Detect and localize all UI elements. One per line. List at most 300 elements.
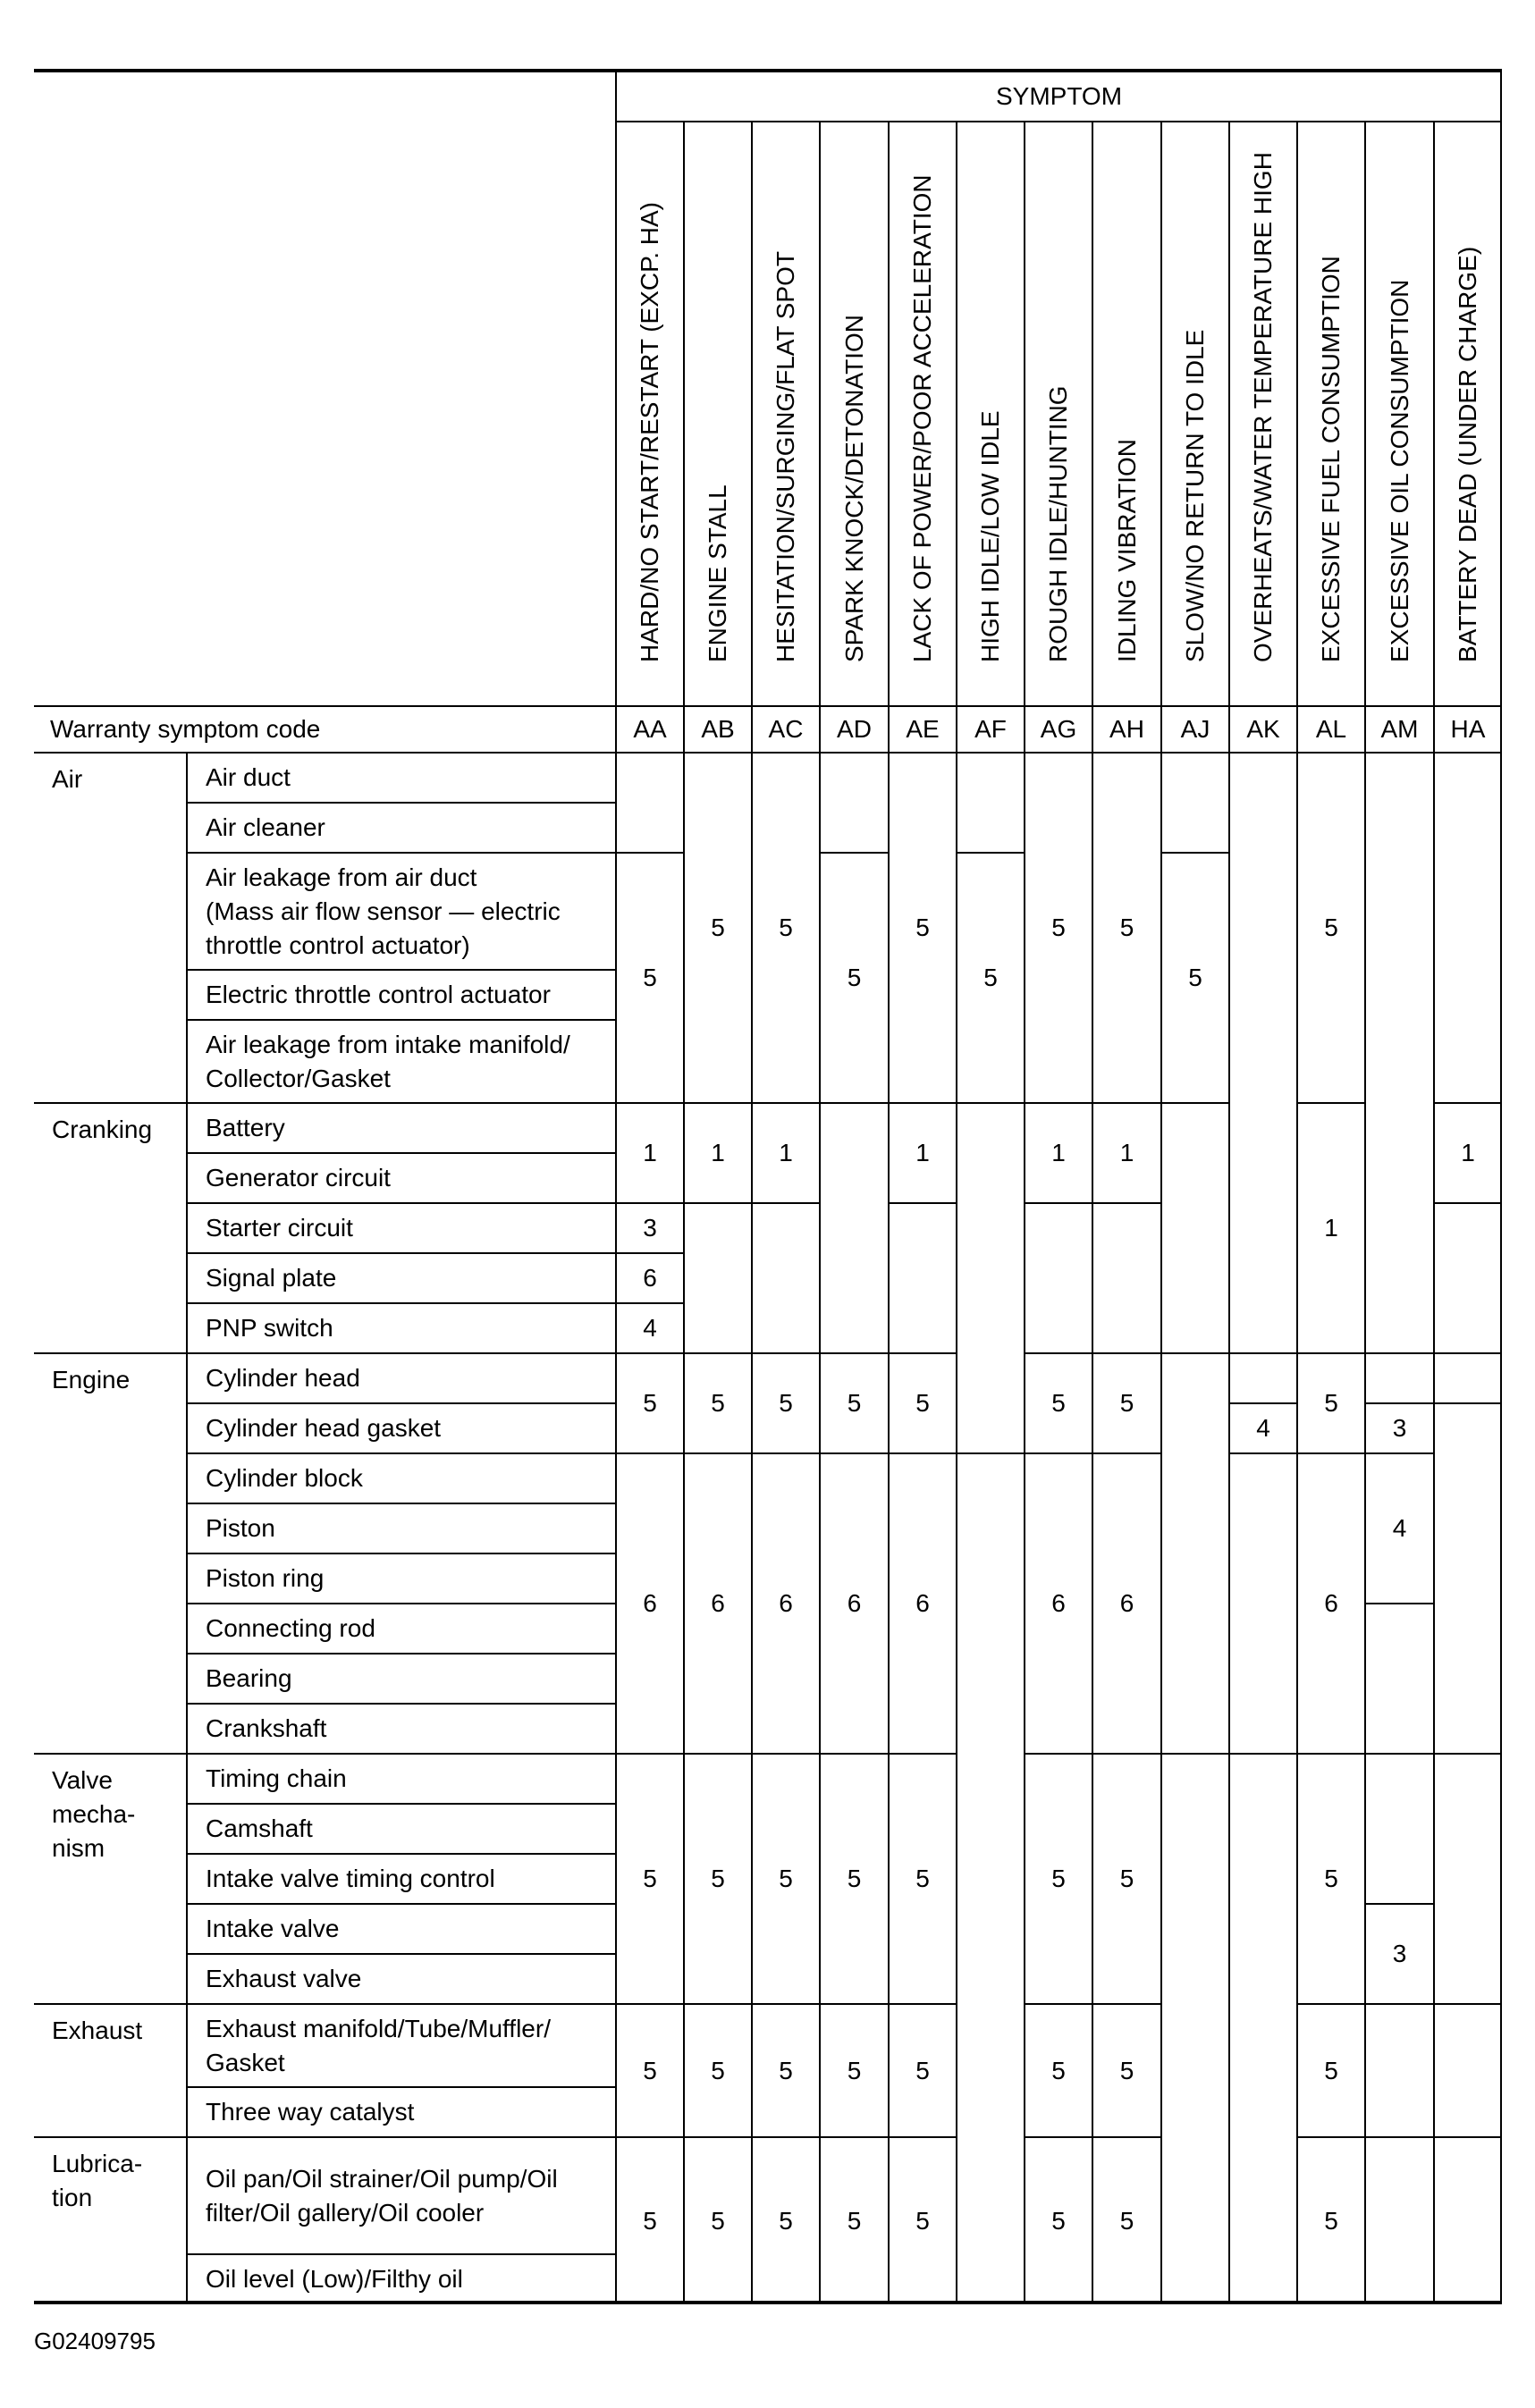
item-text: (Mass air flow sensor — electric <box>206 897 561 925</box>
item-cell <box>186 2253 615 2303</box>
item-text: Connecting rod <box>206 1614 375 1642</box>
item-cell <box>186 1352 615 1402</box>
symptom-header-label: SYMPTOM <box>995 82 1123 110</box>
matrix-cell <box>888 2003 956 2136</box>
column-header <box>1024 121 1092 705</box>
category-cell <box>34 2136 186 2303</box>
cell-value: 1 <box>711 1139 725 1166</box>
column-title: IDLING VIBRATION <box>1112 439 1141 662</box>
item-cell <box>186 1252 615 1302</box>
warranty-code-text: AK <box>1246 715 1280 743</box>
matrix-cell <box>615 1302 683 1352</box>
item-cell <box>186 1703 615 1753</box>
category-label: Cranking <box>52 1116 153 1143</box>
item-cell <box>186 1753 615 1803</box>
warranty-code <box>1160 705 1228 752</box>
column-header <box>1296 121 1364 705</box>
warranty-code <box>751 705 819 752</box>
category-cell <box>34 1352 186 1753</box>
column-header <box>1228 121 1296 705</box>
item-text: Signal plate <box>206 1264 337 1292</box>
item-text: Cylinder head <box>206 1364 360 1392</box>
matrix-cell <box>683 1452 751 1753</box>
cell-value: 5 <box>915 2056 930 2084</box>
matrix-cell <box>956 752 1024 852</box>
cell-value: 6 <box>1324 1589 1338 1617</box>
item-text: Three way catalyst <box>206 2098 415 2126</box>
item-label <box>206 1912 339 1946</box>
warranty-code <box>1024 705 1092 752</box>
cell-value: 5 <box>1051 914 1066 941</box>
item-text: Camshaft <box>206 1814 313 1842</box>
cell-value: 5 <box>915 1865 930 1892</box>
matrix-cell <box>751 1102 819 1202</box>
matrix-cell <box>615 1452 683 1753</box>
cell-value: 5 <box>1119 1389 1134 1417</box>
item-cell <box>186 1853 615 1903</box>
matrix-cell <box>1433 2136 1501 2303</box>
column-title: ENGINE STALL <box>704 484 731 662</box>
matrix-cell <box>1433 1753 1501 2003</box>
item-label <box>206 2012 551 2080</box>
cell-value: 6 <box>779 1589 793 1617</box>
item-text: Intake valve <box>206 1915 340 1942</box>
item-text: Electric throttle control actuator <box>206 981 551 1008</box>
item-text: Gasket <box>206 2048 285 2076</box>
matrix-cell <box>1228 1352 1296 1402</box>
item-cell <box>186 1402 615 1452</box>
matrix-cell <box>888 1102 956 1202</box>
item-cell <box>186 1302 615 1352</box>
warranty-code-text: AM <box>1380 715 1419 743</box>
warranty-code-text: AF <box>974 715 1007 743</box>
matrix-cell <box>819 1102 888 1352</box>
warranty-code-text: AC <box>768 715 804 743</box>
matrix-cell <box>1092 2136 1160 2303</box>
matrix-cell <box>751 2136 819 2303</box>
cell-value: 6 <box>711 1589 725 1617</box>
matrix-cell <box>1296 752 1364 1102</box>
matrix-cell <box>1296 1452 1364 1753</box>
category-label: Valve <box>52 1766 113 1794</box>
cell-value: 5 <box>915 914 930 941</box>
item-cell <box>186 1152 615 1202</box>
matrix-cell <box>1228 1452 1296 1753</box>
item-text: Oil pan/Oil strainer/Oil pump/Oil <box>206 2164 558 2193</box>
cell-value: 5 <box>643 1865 657 1892</box>
matrix-cell <box>1296 1102 1364 1352</box>
matrix-cell <box>956 852 1024 1102</box>
cell-value: 5 <box>1051 1389 1066 1417</box>
matrix-cell <box>615 2136 683 2303</box>
item-text: Cylinder head gasket <box>206 1414 442 1442</box>
category-label: nism <box>52 1834 105 1862</box>
matrix-cell <box>751 1202 819 1352</box>
column-header <box>615 121 683 705</box>
matrix-cell <box>888 752 956 1102</box>
matrix-cell <box>1092 1753 1160 2003</box>
category-cell <box>34 1102 186 1352</box>
matrix-cell <box>683 1352 751 1452</box>
matrix-cell <box>751 1352 819 1452</box>
column-title: EXCESSIVE OIL CONSUMPTION <box>1385 279 1413 662</box>
cell-value: 1 <box>643 1139 657 1166</box>
item-text: Exhaust valve <box>206 1965 362 1992</box>
matrix-cell <box>1092 1102 1160 1202</box>
cell-value: 5 <box>1051 2056 1066 2084</box>
category-label: Lubrica- <box>52 2150 143 2177</box>
cell-value: 6 <box>643 1589 657 1617</box>
cell-value: 5 <box>1324 2056 1338 2084</box>
cell-value: 5 <box>1051 1865 1066 1892</box>
column-header <box>1364 121 1433 705</box>
warranty-code <box>888 705 956 752</box>
item-cell <box>186 1603 615 1653</box>
item-label <box>206 1311 333 1345</box>
column-title: LACK OF POWER/POOR ACCELERATION <box>908 174 936 662</box>
matrix-cell <box>615 2003 683 2136</box>
matrix-cell <box>888 2136 956 2303</box>
matrix-cell <box>1092 1352 1160 1452</box>
item-label <box>206 2162 558 2230</box>
item-label <box>206 1028 570 1096</box>
item-label <box>206 1712 326 1746</box>
matrix-cell <box>1228 1753 1296 2303</box>
item-cell <box>186 1102 615 1152</box>
cell-value: 5 <box>711 914 725 941</box>
category-label: Engine <box>52 1366 131 1393</box>
matrix-cell <box>1364 1903 1433 2003</box>
item-text: Piston ring <box>206 1564 325 1592</box>
matrix-cell <box>683 752 751 1102</box>
cell-value: 5 <box>1324 914 1338 941</box>
item-label <box>206 1812 313 1846</box>
column-title: HESITATION/SURGING/FLAT SPOT <box>772 251 799 662</box>
cell-value: 5 <box>847 1865 862 1892</box>
cell-value: 6 <box>1051 1589 1066 1617</box>
warranty-code-text: HA <box>1450 715 1486 743</box>
item-label <box>206 811 325 845</box>
matrix-cell <box>1364 1352 1433 1402</box>
cell-value: 5 <box>1324 1389 1338 1417</box>
matrix-cell <box>1160 1102 1228 1352</box>
warranty-code-text: AJ <box>1180 715 1210 743</box>
item-label <box>206 1261 336 1295</box>
figure-code: G02409795 <box>34 2328 156 2354</box>
item-cell <box>186 752 615 802</box>
matrix-cell <box>956 1452 1024 2303</box>
matrix-cell <box>615 1252 683 1302</box>
column-header <box>683 121 751 705</box>
item-label <box>206 1211 353 1245</box>
warranty-code <box>1092 705 1160 752</box>
column-title: SLOW/NO RETURN TO IDLE <box>1181 329 1209 662</box>
matrix-cell <box>819 852 888 1102</box>
matrix-cell <box>888 1202 956 1352</box>
cell-value: 1 <box>1119 1139 1134 1166</box>
item-text: Generator circuit <box>206 1164 391 1191</box>
item-label <box>206 1111 285 1145</box>
item-text: Crankshaft <box>206 1714 327 1742</box>
cell-value: 5 <box>779 2056 793 2084</box>
cell-value: 6 <box>915 1589 930 1617</box>
matrix-cell <box>751 2003 819 2136</box>
matrix-cell <box>1160 1753 1228 2303</box>
cell-value: 5 <box>779 2206 793 2235</box>
cell-value: 1 <box>779 1139 793 1166</box>
cell-value: 5 <box>1119 1865 1134 1892</box>
item-text: Air leakage from air duct <box>206 863 477 891</box>
cell-value: 5 <box>711 2056 725 2084</box>
warranty-code <box>1433 705 1501 752</box>
cell-value: 5 <box>711 2206 725 2235</box>
matrix-cell <box>819 1352 888 1452</box>
matrix-cell <box>1296 2136 1364 2303</box>
cell-value: 5 <box>643 1389 657 1417</box>
matrix-cell <box>1296 2003 1364 2136</box>
column-title: OVERHEATS/WATER TEMPERATURE HIGH <box>1249 152 1277 662</box>
warranty-code-text: AH <box>1109 715 1144 743</box>
category-cell <box>34 2003 186 2136</box>
item-cell <box>186 2003 615 2086</box>
matrix-cell <box>1364 1402 1433 1452</box>
item-text: Exhaust manifold/Tube/Muffler/ <box>206 2014 551 2042</box>
warranty-code-label <box>34 705 615 752</box>
column-title: HIGH IDLE/LOW IDLE <box>976 410 1004 662</box>
matrix-cell <box>615 1202 683 1252</box>
item-label <box>206 2095 414 2129</box>
matrix-cell <box>751 1452 819 1753</box>
cell-value: 5 <box>847 964 862 991</box>
matrix-cell <box>751 752 819 1102</box>
matrix-cell <box>683 1753 751 2003</box>
column-title: EXCESSIVE FUEL CONSUMPTION <box>1317 256 1345 662</box>
item-label <box>206 1461 363 1495</box>
item-cell <box>186 1503 615 1553</box>
warranty-code-text: AB <box>701 715 735 743</box>
matrix-cell <box>1160 1352 1228 1753</box>
cell-value: 3 <box>1392 1414 1407 1442</box>
cell-value: 1 <box>1461 1139 1475 1166</box>
cell-value: 3 <box>1392 1940 1407 1967</box>
item-cell <box>186 1903 615 1953</box>
item-cell <box>186 1452 615 1503</box>
category-label: Air <box>52 765 83 793</box>
column-header <box>1092 121 1160 705</box>
item-cell <box>186 1019 615 1102</box>
warranty-code <box>956 705 1024 752</box>
cell-value: 1 <box>1051 1139 1066 1166</box>
matrix-cell <box>1228 1402 1296 1452</box>
item-text: Bearing <box>206 1664 292 1692</box>
matrix-cell <box>819 1452 888 1753</box>
cell-value: 4 <box>643 1314 657 1342</box>
cell-value: 5 <box>847 2206 862 2235</box>
item-text: throttle control actuator) <box>206 930 470 959</box>
matrix-cell <box>956 1102 1024 1452</box>
item-label <box>206 861 561 963</box>
matrix-cell <box>1364 1603 1433 1753</box>
item-label <box>206 978 551 1012</box>
category-label: tion <box>52 2184 93 2211</box>
item-label <box>206 1361 360 1395</box>
matrix-cell <box>1092 752 1160 1102</box>
matrix-cell <box>1433 1402 1501 1753</box>
cell-value: 5 <box>983 964 998 991</box>
cell-value: 3 <box>643 1214 657 1242</box>
item-cell <box>186 1553 615 1603</box>
cell-value: 4 <box>1256 1414 1270 1442</box>
matrix-cell <box>1160 852 1228 1102</box>
item-cell <box>186 802 615 852</box>
item-label <box>206 761 291 795</box>
warranty-code <box>1228 705 1296 752</box>
matrix-cell <box>1024 2136 1092 2303</box>
item-text: Air leakage from intake manifold/ <box>206 1030 570 1058</box>
item-text: PNP switch <box>206 1314 333 1342</box>
cell-value: 5 <box>1051 2206 1066 2235</box>
item-label <box>206 1862 495 1896</box>
matrix-cell <box>819 752 888 852</box>
matrix-cell <box>683 1102 751 1202</box>
warranty-code-text: AG <box>1040 715 1077 743</box>
cell-value: 6 <box>847 1589 862 1617</box>
item-label <box>206 1161 391 1195</box>
matrix-cell <box>1433 2003 1501 2136</box>
item-cell <box>186 1202 615 1252</box>
matrix-cell <box>615 852 683 1102</box>
column-header <box>819 121 888 705</box>
item-cell <box>186 969 615 1019</box>
column-title: HARD/NO START/RESTART (EXCP. HA) <box>636 202 663 662</box>
warranty-code <box>819 705 888 752</box>
cell-value: 5 <box>643 2056 657 2084</box>
matrix-cell <box>1364 2136 1433 2303</box>
matrix-cell <box>615 1753 683 2003</box>
matrix-cell <box>819 2136 888 2303</box>
matrix-cell <box>888 1753 956 2003</box>
column-header <box>888 121 956 705</box>
matrix-cell <box>615 1352 683 1452</box>
warranty-code-text: AL <box>1315 715 1347 743</box>
cell-value: 5 <box>711 1389 725 1417</box>
item-text: Starter circuit <box>206 1214 353 1242</box>
warranty-code <box>1364 705 1433 752</box>
warranty-code-text: AA <box>633 715 667 743</box>
cell-value: 5 <box>1188 964 1202 991</box>
item-cell <box>186 1953 615 2003</box>
cell-value: 5 <box>1119 914 1134 941</box>
cell-value: 5 <box>643 2206 657 2235</box>
cell-value: 1 <box>915 1139 930 1166</box>
matrix-cell <box>1024 1352 1092 1452</box>
item-text: Cylinder block <box>206 1464 363 1492</box>
matrix-cell <box>888 1352 956 1452</box>
item-cell <box>186 1803 615 1853</box>
column-header <box>1160 121 1228 705</box>
warranty-code-text: AD <box>837 715 872 743</box>
item-text: Battery <box>206 1114 285 1141</box>
warranty-code-text: AE <box>906 715 940 743</box>
matrix-cell <box>1364 1452 1433 1603</box>
column-header <box>751 121 819 705</box>
item-cell <box>186 852 615 969</box>
matrix-cell <box>1160 752 1228 852</box>
matrix-cell <box>1024 1753 1092 2003</box>
matrix-cell <box>683 2003 751 2136</box>
warranty-label-text: Warranty symptom code <box>50 715 321 743</box>
item-text: filter/Oil gallery/Oil cooler <box>206 2198 485 2227</box>
item-cell <box>186 1653 615 1703</box>
column-title: BATTERY DEAD (UNDER CHARGE) <box>1454 246 1481 662</box>
matrix-cell <box>1024 752 1092 1102</box>
matrix-cell <box>1092 1452 1160 1753</box>
cell-value: 5 <box>847 2056 862 2084</box>
cell-value: 6 <box>1119 1589 1134 1617</box>
cell-value: 5 <box>1324 2206 1338 2235</box>
cell-value: 5 <box>1119 2056 1134 2084</box>
item-label <box>206 1662 292 1696</box>
matrix-cell <box>819 1753 888 2003</box>
matrix-cell <box>1024 1102 1092 1202</box>
cell-value: 5 <box>847 1389 862 1417</box>
item-label <box>206 1562 324 1596</box>
item-cell <box>186 2136 615 2253</box>
matrix-cell <box>1364 752 1433 1352</box>
cell-value: 5 <box>643 964 657 991</box>
matrix-cell <box>1433 1202 1501 1352</box>
matrix-cell <box>1024 1202 1092 1352</box>
matrix-cell <box>615 752 683 852</box>
cell-value: 5 <box>1324 1865 1338 1892</box>
cell-value: 5 <box>779 914 793 941</box>
category-label: mecha- <box>52 1800 136 1828</box>
item-text: Intake valve timing control <box>206 1865 495 1892</box>
item-label <box>206 1411 441 1445</box>
matrix-cell <box>615 1102 683 1202</box>
cell-value: 5 <box>779 1389 793 1417</box>
item-text: Collector/Gasket <box>206 1064 391 1092</box>
item-cell <box>186 2086 615 2136</box>
warranty-code <box>1296 705 1364 752</box>
item-label <box>206 1612 375 1646</box>
item-text: Timing chain <box>206 1764 347 1792</box>
matrix-cell <box>1433 1102 1501 1202</box>
item-label <box>206 1962 361 1996</box>
item-label <box>206 1762 347 1796</box>
column-title: ROUGH IDLE/HUNTING <box>1044 385 1072 662</box>
matrix-cell <box>1092 1202 1160 1352</box>
cell-value: 5 <box>779 1865 793 1892</box>
matrix-cell <box>1296 1753 1364 2003</box>
item-text: Oil level (Low)/Filthy oil <box>206 2265 463 2293</box>
symptom-header <box>615 71 1501 121</box>
item-label <box>206 1511 275 1545</box>
matrix-cell <box>1024 2003 1092 2136</box>
cell-value: 1 <box>1324 1214 1338 1242</box>
cell-value: 6 <box>643 1264 657 1292</box>
matrix-cell <box>1024 1452 1092 1753</box>
matrix-cell <box>1364 2003 1433 2136</box>
item-text: Piston <box>206 1514 275 1542</box>
matrix-cell <box>1433 1352 1501 1402</box>
matrix-cell <box>1228 752 1296 1352</box>
cell-value: 4 <box>1392 1514 1407 1542</box>
column-header <box>1433 121 1501 705</box>
cell-value: 5 <box>711 1865 725 1892</box>
cell-value: 5 <box>915 1389 930 1417</box>
category-cell <box>34 752 186 1102</box>
